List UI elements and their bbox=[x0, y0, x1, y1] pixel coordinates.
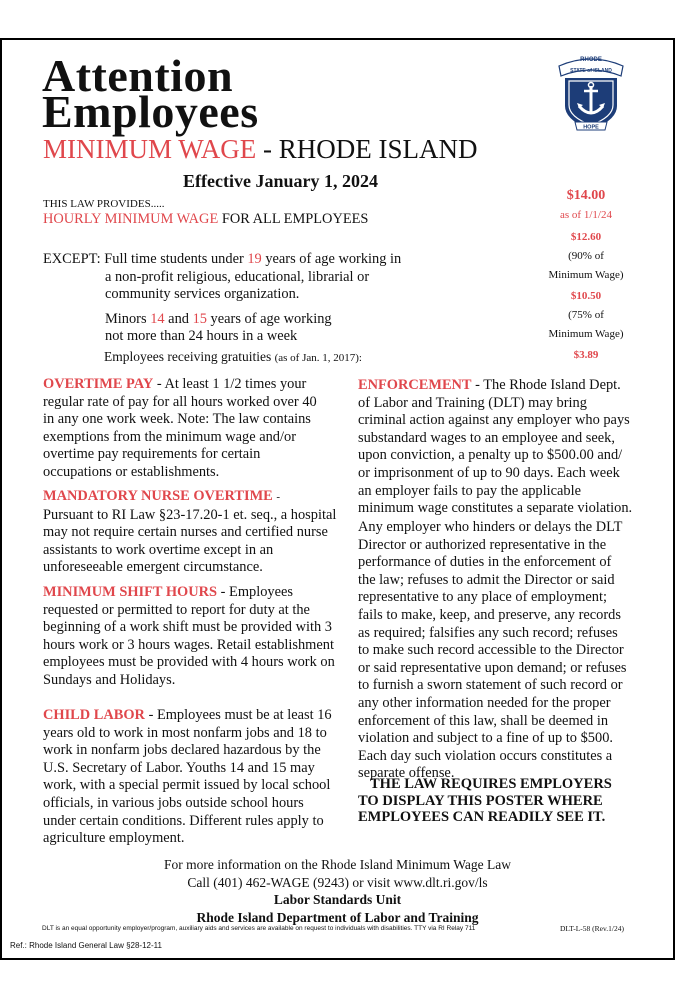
child-line-3: U.S. Secretary of Labor. Youths 14 and 15 may bbox=[43, 759, 315, 776]
footer-line-1: For more information on the Rhode Island Minimum Wage Law bbox=[164, 857, 511, 872]
hinders-line-4: representative to any place of employment; bbox=[358, 589, 607, 606]
hinders-line-10: any other information needed for the proper bbox=[358, 694, 611, 711]
shift-line-3: hours work or 3 hours wages. Retail establishment bbox=[43, 636, 334, 653]
svg-text:HOPE: HOPE bbox=[583, 124, 599, 131]
child-line-7: agriculture employment. bbox=[43, 830, 185, 847]
rate-main: $14.00 bbox=[566, 188, 606, 203]
hinders-line-6: as required; falsifies any such record; refuses bbox=[358, 624, 618, 641]
hinders-line-1: Director or authorized representative in the bbox=[358, 536, 607, 553]
overtime-line-3: exemptions from the minimum wage and/or bbox=[43, 428, 296, 445]
minors-a: Minors bbox=[105, 311, 151, 327]
enforcement-line-5: or imprisonment of up to 90 days. Each week bbox=[358, 464, 620, 481]
rate-minor-note-2: Minimum Wage) bbox=[548, 328, 624, 340]
enforcement-line-3: substandard wages to an employee and seek, bbox=[358, 429, 615, 446]
gratuities-line bbox=[104, 349, 362, 365]
nurse-line-3: assistants to work overtime except in an bbox=[43, 541, 274, 558]
display-requirement bbox=[358, 776, 658, 826]
except-label: EXCEPT: Full time students under bbox=[43, 251, 248, 267]
rate-main-note: as of 1/1/24 bbox=[560, 209, 612, 221]
nurse-line-2: may not require certain nurses and certified nurse bbox=[43, 524, 328, 541]
section-shift bbox=[43, 584, 355, 690]
enforcement-line-0: - The Rhode Island Dept. bbox=[475, 377, 621, 393]
enforcement-line-7: minimum wage constitutes a separate violation. bbox=[358, 500, 633, 517]
law-reference: Ref.: Rhode Island General Law §28-12-11 bbox=[10, 941, 162, 950]
display-line-0: THE LAW REQUIRES EMPLOYERS bbox=[370, 776, 612, 792]
shift-title: MINIMUM SHIFT HOURS bbox=[43, 584, 218, 600]
svg-text:STATE of ISLAND: STATE of ISLAND bbox=[570, 68, 612, 74]
footer-info bbox=[0, 856, 675, 926]
display-line-1: TO DISPLAY THIS POSTER WHERE bbox=[358, 792, 603, 809]
provides-line-black: FOR ALL EMPLOYEES bbox=[218, 211, 369, 227]
overtime-title: OVERTIME PAY bbox=[43, 376, 154, 392]
child-line-4: work, with a special permit issued by local school bbox=[43, 777, 331, 794]
child-line-2: work in nonfarm jobs declared hazardous by the bbox=[43, 742, 321, 759]
nurse-line-1: Pursuant to RI Law §23-17.20-1 et. seq., a hospital bbox=[43, 506, 337, 523]
effective-date: Effective January 1, 2024 bbox=[183, 171, 378, 191]
overtime-line-1: regular rate of pay for all hours worked over 40 bbox=[43, 393, 317, 410]
footer-line-2: Call (401) 462-WAGE (9243) or visit www.dlt.ri.gov/ls bbox=[187, 874, 488, 890]
hinders-line-2: performance of duties in the enforcement of bbox=[358, 554, 612, 571]
shift-line-5: Sundays and Holidays. bbox=[43, 671, 176, 688]
title-line-1: Attention bbox=[42, 50, 234, 101]
minors-and: and bbox=[164, 311, 193, 327]
hinders-line-14: separate offense. bbox=[358, 765, 455, 782]
enforcement-title: ENFORCEMENT bbox=[358, 377, 472, 393]
child-line-0: - Employees must be at least 16 bbox=[148, 707, 332, 723]
subtitle-black: - RHODE ISLAND bbox=[256, 134, 478, 164]
section-nurse bbox=[43, 488, 355, 577]
gratuities-note: (as of Jan. 1, 2017): bbox=[274, 352, 362, 364]
gratuities-label: Employees receiving gratuities bbox=[104, 349, 275, 364]
minors-line-1 bbox=[105, 311, 332, 329]
hinders-line-0: Any employer who hinders or delays the DLT bbox=[358, 519, 623, 535]
provides-intro: THIS LAW PROVIDES..... bbox=[43, 198, 165, 210]
section-child-labor bbox=[43, 707, 355, 848]
rate-student: $12.60 bbox=[570, 231, 602, 243]
except-line-1 bbox=[43, 251, 401, 269]
state-seal-icon bbox=[551, 50, 631, 136]
subtitle bbox=[43, 134, 477, 164]
except-rest: years of age working in bbox=[261, 251, 402, 267]
nurse-title: MANDATORY NURSE OVERTIME bbox=[43, 488, 273, 504]
shift-line-4: employees must be provided with 4 hours work on bbox=[43, 654, 335, 671]
section-enforcement bbox=[358, 377, 658, 518]
hinders-line-11: enforcement of this law, shall be deemed in bbox=[358, 712, 609, 729]
eeo-statement: DLT is an equal opportunity employer/program, auxiliary aids and services are available on request to individuals with disabilities. TTY via RI Relay 711 bbox=[42, 925, 476, 932]
rate-minor-note-1: (75% of bbox=[568, 309, 604, 321]
hinders-line-3: the law; refuses to admit the Director or said bbox=[358, 571, 615, 588]
section-overtime bbox=[43, 376, 355, 482]
hinders-line-9: to furnish a sworn statement of such record or bbox=[358, 677, 623, 694]
child-line-5: officials, in various jobs outside school hours bbox=[43, 794, 304, 811]
child-title: CHILD LABOR bbox=[43, 707, 145, 723]
except-line-3: community services organization. bbox=[105, 286, 300, 302]
minors-line-2: not more than 24 hours in a week bbox=[105, 328, 298, 344]
minors-b: years of age working bbox=[206, 311, 332, 327]
provides-line-red: HOURLY MINIMUM WAGE bbox=[43, 211, 219, 227]
hinders-line-13: Each day such violation occurs constitutes a bbox=[358, 747, 613, 764]
enforcement-line-2: criminal action against any employer who pays bbox=[358, 412, 630, 429]
title-line-2: Employees bbox=[42, 86, 259, 137]
hinders-line-5: fails to make, keep, and preserve, any records bbox=[358, 606, 621, 623]
rate-minor: $10.50 bbox=[570, 290, 602, 302]
enforcement-line-1: of Labor and Training (DLT) may bring bbox=[358, 394, 587, 411]
except-age: 19 bbox=[247, 251, 262, 267]
section-hinders bbox=[358, 519, 658, 783]
rates-column bbox=[535, 186, 637, 365]
provides-line bbox=[43, 211, 368, 229]
footer-line-4: Rhode Island Department of Labor and Training bbox=[196, 909, 479, 925]
shift-line-0: - Employees bbox=[220, 584, 293, 600]
hinders-line-12: violation and subject to a fine of up to $500. bbox=[358, 730, 613, 747]
rate-student-note-2: Minimum Wage) bbox=[548, 269, 624, 281]
display-line-2: EMPLOYEES CAN READILY SEE IT. bbox=[358, 809, 606, 825]
hinders-line-7: to make such record accessible to the Director bbox=[358, 642, 624, 659]
rate-student-note-1: (90% of bbox=[568, 250, 604, 262]
form-number: DLT-L-58 (Rev.1/24) bbox=[560, 924, 624, 933]
minors-14: 14 bbox=[150, 311, 165, 327]
minors-15: 15 bbox=[192, 311, 207, 327]
child-line-6: under certain conditions. Different rules apply to bbox=[43, 812, 324, 829]
except-line-2: a non-profit religious, educational, librarial or bbox=[105, 269, 370, 285]
overtime-line-0: - At least 1 1/2 times your bbox=[156, 376, 307, 392]
shift-line-1: requested or permitted to report for duty at the bbox=[43, 601, 310, 618]
subtitle-red: MINIMUM WAGE bbox=[43, 134, 257, 164]
svg-text:RHODE: RHODE bbox=[580, 57, 602, 63]
hinders-line-8: or said representative upon demand; or refuses bbox=[358, 659, 627, 676]
nurse-line-4: unforeseeable emergent circumstance. bbox=[43, 559, 263, 576]
overtime-line-5: occupations or establishments. bbox=[43, 463, 220, 480]
footer-line-3: Labor Standards Unit bbox=[273, 892, 402, 907]
enforcement-line-4: upon conviction, a penalty up to $500.00 and/ bbox=[358, 447, 623, 464]
nurse-line-0: - bbox=[276, 491, 281, 503]
overtime-line-2: in any one work week. Note: The law contains bbox=[43, 411, 311, 428]
enforcement-line-6: an employer fails to pay the applicable bbox=[358, 482, 581, 499]
shift-line-2: beginning of a work shift must be provided with 3 bbox=[43, 619, 332, 636]
overtime-line-4: overtime pay requirements for certain bbox=[43, 446, 261, 463]
child-line-1: years old to work in most nonfarm jobs and 18 to bbox=[43, 724, 327, 741]
rate-gratuity: $3.89 bbox=[573, 349, 599, 361]
